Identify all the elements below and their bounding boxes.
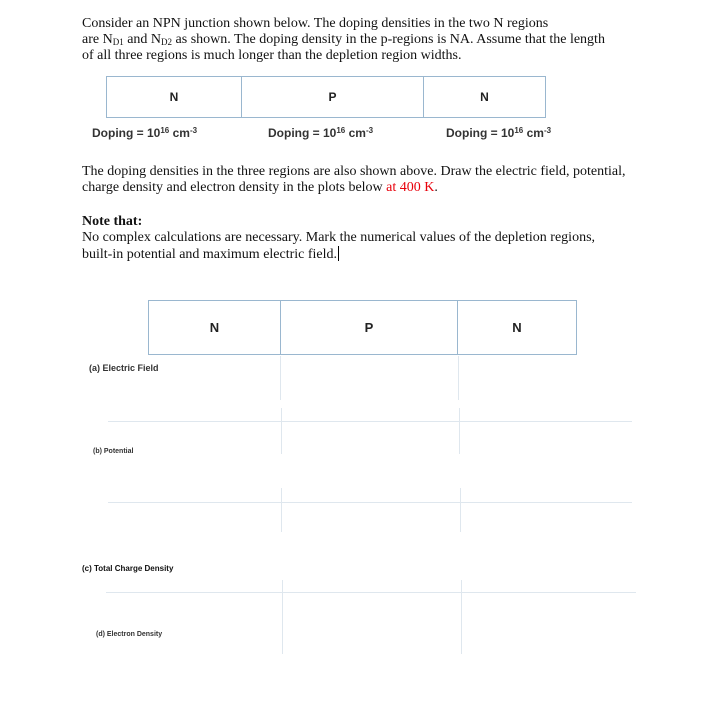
paragraph2-line-2-end: .	[434, 180, 438, 195]
doping-n1-prefix: Doping = 10	[92, 126, 161, 140]
doping-p-unit: cm	[345, 126, 366, 140]
plot-region-n2	[457, 300, 577, 355]
plot-region-p-label: P	[364, 320, 374, 335]
intro-paragraph	[82, 16, 682, 64]
doping-n1-exp: 16	[160, 126, 170, 135]
top-region-n2	[423, 76, 546, 118]
top-region-n2-label: N	[480, 90, 489, 104]
plot-region-n2-label: N	[512, 320, 522, 335]
doping-n2-unit: cm	[523, 126, 544, 140]
paragraph2-line-2	[82, 180, 682, 196]
doping-label-n2	[446, 126, 551, 140]
intro-line-2b: and N	[123, 32, 162, 47]
intro-line-2	[82, 32, 682, 48]
doping-n1-unit-exp: -3	[189, 126, 198, 135]
note-heading: Note that:	[82, 214, 143, 229]
doping-n1-unit: cm	[169, 126, 190, 140]
electric-field-axis	[108, 421, 632, 422]
guide-vertical-2b	[459, 408, 460, 454]
temperature-highlight: at 400 K	[386, 180, 435, 195]
plot-region-p	[280, 300, 458, 355]
doping-n2-exp: 16	[514, 126, 524, 135]
doping-paragraph	[82, 164, 682, 196]
guide-vertical-1a	[280, 356, 281, 400]
note-line-2	[82, 246, 682, 263]
paragraph2-line-2-main: charge density and electron density in the plots below	[82, 180, 387, 195]
plot-region-n1-label: N	[209, 320, 220, 335]
intro-line-2a: are N	[82, 32, 113, 47]
text-cursor	[338, 246, 339, 261]
charge-density-label: (c) Total Charge Density	[82, 564, 174, 573]
nd2-subscript: D2	[161, 37, 173, 47]
guide-vertical-2c	[460, 488, 461, 532]
guide-vertical-1c	[281, 488, 282, 532]
charge-density-axis	[106, 592, 636, 593]
intro-line-1: Consider an NPN junction shown below. The doping densities in the two N regions	[82, 16, 549, 31]
doping-n2-prefix: Doping = 10	[446, 126, 515, 140]
note-line-1: No complex calculations are necessary. Mark the numerical values of the depletion regions,	[82, 230, 596, 245]
top-region-n1	[106, 76, 242, 118]
intro-line-3: of all three regions is much longer than the depletion region widths.	[82, 48, 462, 63]
nd1-subscript: D1	[112, 37, 124, 47]
doping-p-unit-exp: -3	[365, 126, 374, 135]
note-body	[82, 230, 682, 263]
doping-label-n1	[92, 126, 197, 140]
paragraph2-line-1: The doping densities in the three regions are also shown above. Draw the electric field, potential,	[82, 164, 626, 179]
top-region-n1-label: N	[169, 90, 179, 104]
potential-label: (b) Potential	[93, 448, 134, 455]
electron-density-label: (d) Electron Density	[96, 631, 163, 638]
plot-region-n1	[148, 300, 281, 355]
doping-n2-unit-exp: -3	[543, 126, 552, 135]
intro-line-2c: as shown. The doping density in the p-regions is NA. Assume that the length	[172, 32, 605, 47]
top-region-p	[241, 76, 424, 118]
top-region-p-label: P	[328, 90, 337, 104]
doping-label-p	[268, 126, 373, 140]
guide-vertical-1b	[281, 408, 282, 454]
electric-field-label: (a) Electric Field	[89, 363, 159, 373]
potential-axis	[108, 502, 632, 503]
doping-p-prefix: Doping = 10	[268, 126, 337, 140]
doping-p-exp: 16	[336, 126, 346, 135]
note-line-2-text: built-in potential and maximum electric field.	[82, 247, 338, 262]
guide-vertical-2a	[458, 356, 459, 400]
